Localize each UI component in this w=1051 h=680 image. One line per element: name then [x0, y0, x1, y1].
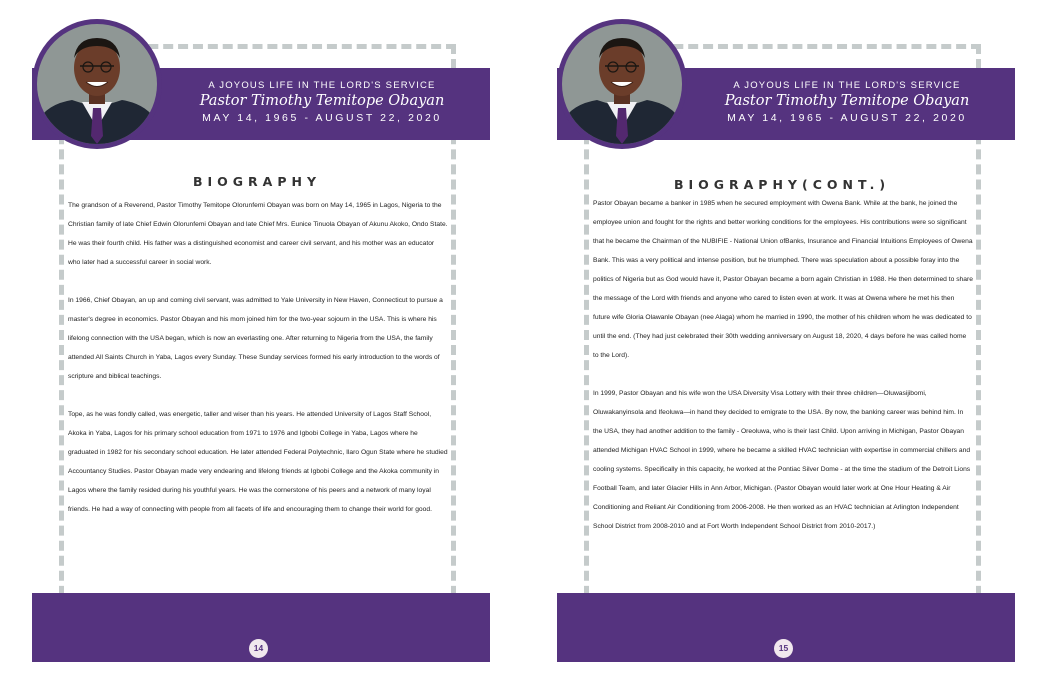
memorial-page-14 — [32, 19, 490, 662]
portrait-frame — [32, 19, 162, 149]
paragraph: The grandson of a Reverend, Pastor Timothy Temitope Olorunfemi Obayan was born on May 14, 1965 in Lagos, Nigeria to the Christian family of late Chief Edwin Olorunfemi Obayan and late Chief Mrs. Eunice Tinuola Obayan of Akunu Akoko, Ondo State. He was their fourth child. His father was a distinguished economist and career civil servant, and his mother was an educator who later had a successful career in social work. — [68, 202, 448, 266]
life-dates: MAY 14, 1965 - AUGUST 22, 2020 — [202, 112, 442, 124]
paragraph: Pastor Obayan became a banker in 1985 when he secured employment with Owena Bank. While at the bank, he joined the employee union and fought for the rights and better working conditions for the employees. His contributions were so significant that he became the Chairman of the NUBIFIE - National Union ofBanks, Insurance and Financial Intuitions Employees of Owena Bank. This was a very political and intense position, but he triumphed. There was speculation about a possible foray into the politics of Nigeria but as God would have it, Pastor Obayan became a born again Christian in 1988. He then determined to share the message of the Lord with friends and anyone who cared to listen even at work. It was at Owena where he met his then future wife Gloria Olawanle Obayan (nee Alaga) whom he married in 1990, the mother of his children whom he was dedicated to until the end. (They had just celebrated their 30th wedding anniversary on August 18, 2020, 4 days before he was called home to the Lord). — [593, 200, 973, 359]
paragraph: In 1966, Chief Obayan, an up and coming civil servant, was admitted to Yale University in New Haven, Connecticut to pursue a master's degree in economics. Pastor Obayan and his mom joined him for the two-year sojourn in the USA. This is where his lifelong connection with the USA began, which is now an everlasting one. After returning to Nigeria from the USA, the family attended All Saints Church in Yaba, Lagos every Sunday. These Sunday services formed his early introduction to the words of scripture and biblical teachings. — [68, 297, 443, 380]
paragraph: Tope, as he was fondly called, was energetic, taller and wiser than his years. He attended University of Lagos Staff School, Akoka in Yaba, Lagos for his primary school education from 1971 to 1976 and Igbobi College in Yaba, Lagos where he graduated in 1982 for his secondary school education. He later attended Federal Polytechnic, Ilaro Ogun State where he studied Accountancy Studies. Pastor Obayan made very endearing and lifelong friends at Igbobi College and the Akoka community in Lagos where the family resided during his youthful years. He was the cornerstone of his peers and a network of many loyal friends. He had a way of connecting with people from all facets of life and encouraging them to change their world for good. — [68, 411, 448, 513]
biography-text — [593, 194, 973, 555]
deceased-name: Pastor Timothy Temitope Obayan — [199, 93, 445, 109]
section-title: BIOGRAPHY — [192, 174, 322, 189]
page-number: 14 — [249, 639, 268, 658]
content-panel — [64, 140, 450, 592]
tagline: A JOYOUS LIFE IN THE LORD'S SERVICE — [733, 80, 961, 91]
section-title: BIOGRAPHY(CONT.) — [673, 177, 891, 192]
header-text — [172, 79, 472, 126]
paragraph: In 1999, Pastor Obayan and his wife won the USA Diversity Visa Lottery with their three children—Oluwasijibomi, Oluwakanyinsola and Ifeoluwa—in hand they decided to emigrate to the USA. By now, the banking career was behind him. In the USA, they had another addition to the family - Oreoluwa, who is their last Child. Upon arriving in Michigan, Pastor Obayan attended Michigan HVAC School in 1999, where he became a skilled HVAC technician with expertise in commercial chillers and cooling systems. Specifically in this capacity, he worked at the Pontiac Silver Dome - at the time the stadium of the Detroit Lions Football Team, and later Glacier Hills in Ann Arbor, Michigan. (Pastor Obayan would later work at One Hour Heating & Air Conditioning and Reliant Air Conditioning from 2006-2008. He then worked as an HVAC technician at Arlington Independent School District from 2008-2010 and at Fort Worth Independent School District from 2010-2017.) — [593, 390, 971, 530]
portrait-photo — [37, 24, 157, 144]
tagline: A JOYOUS LIFE IN THE LORD'S SERVICE — [208, 80, 436, 91]
header-text — [697, 79, 997, 126]
portrait-frame — [557, 19, 687, 149]
portrait-photo — [562, 24, 682, 144]
memorial-page-15 — [557, 19, 1015, 662]
biography-text — [68, 196, 448, 538]
life-dates: MAY 14, 1965 - AUGUST 22, 2020 — [727, 112, 967, 124]
deceased-name: Pastor Timothy Temitope Obayan — [724, 93, 970, 109]
page-number: 15 — [774, 639, 793, 658]
content-panel — [589, 140, 975, 592]
